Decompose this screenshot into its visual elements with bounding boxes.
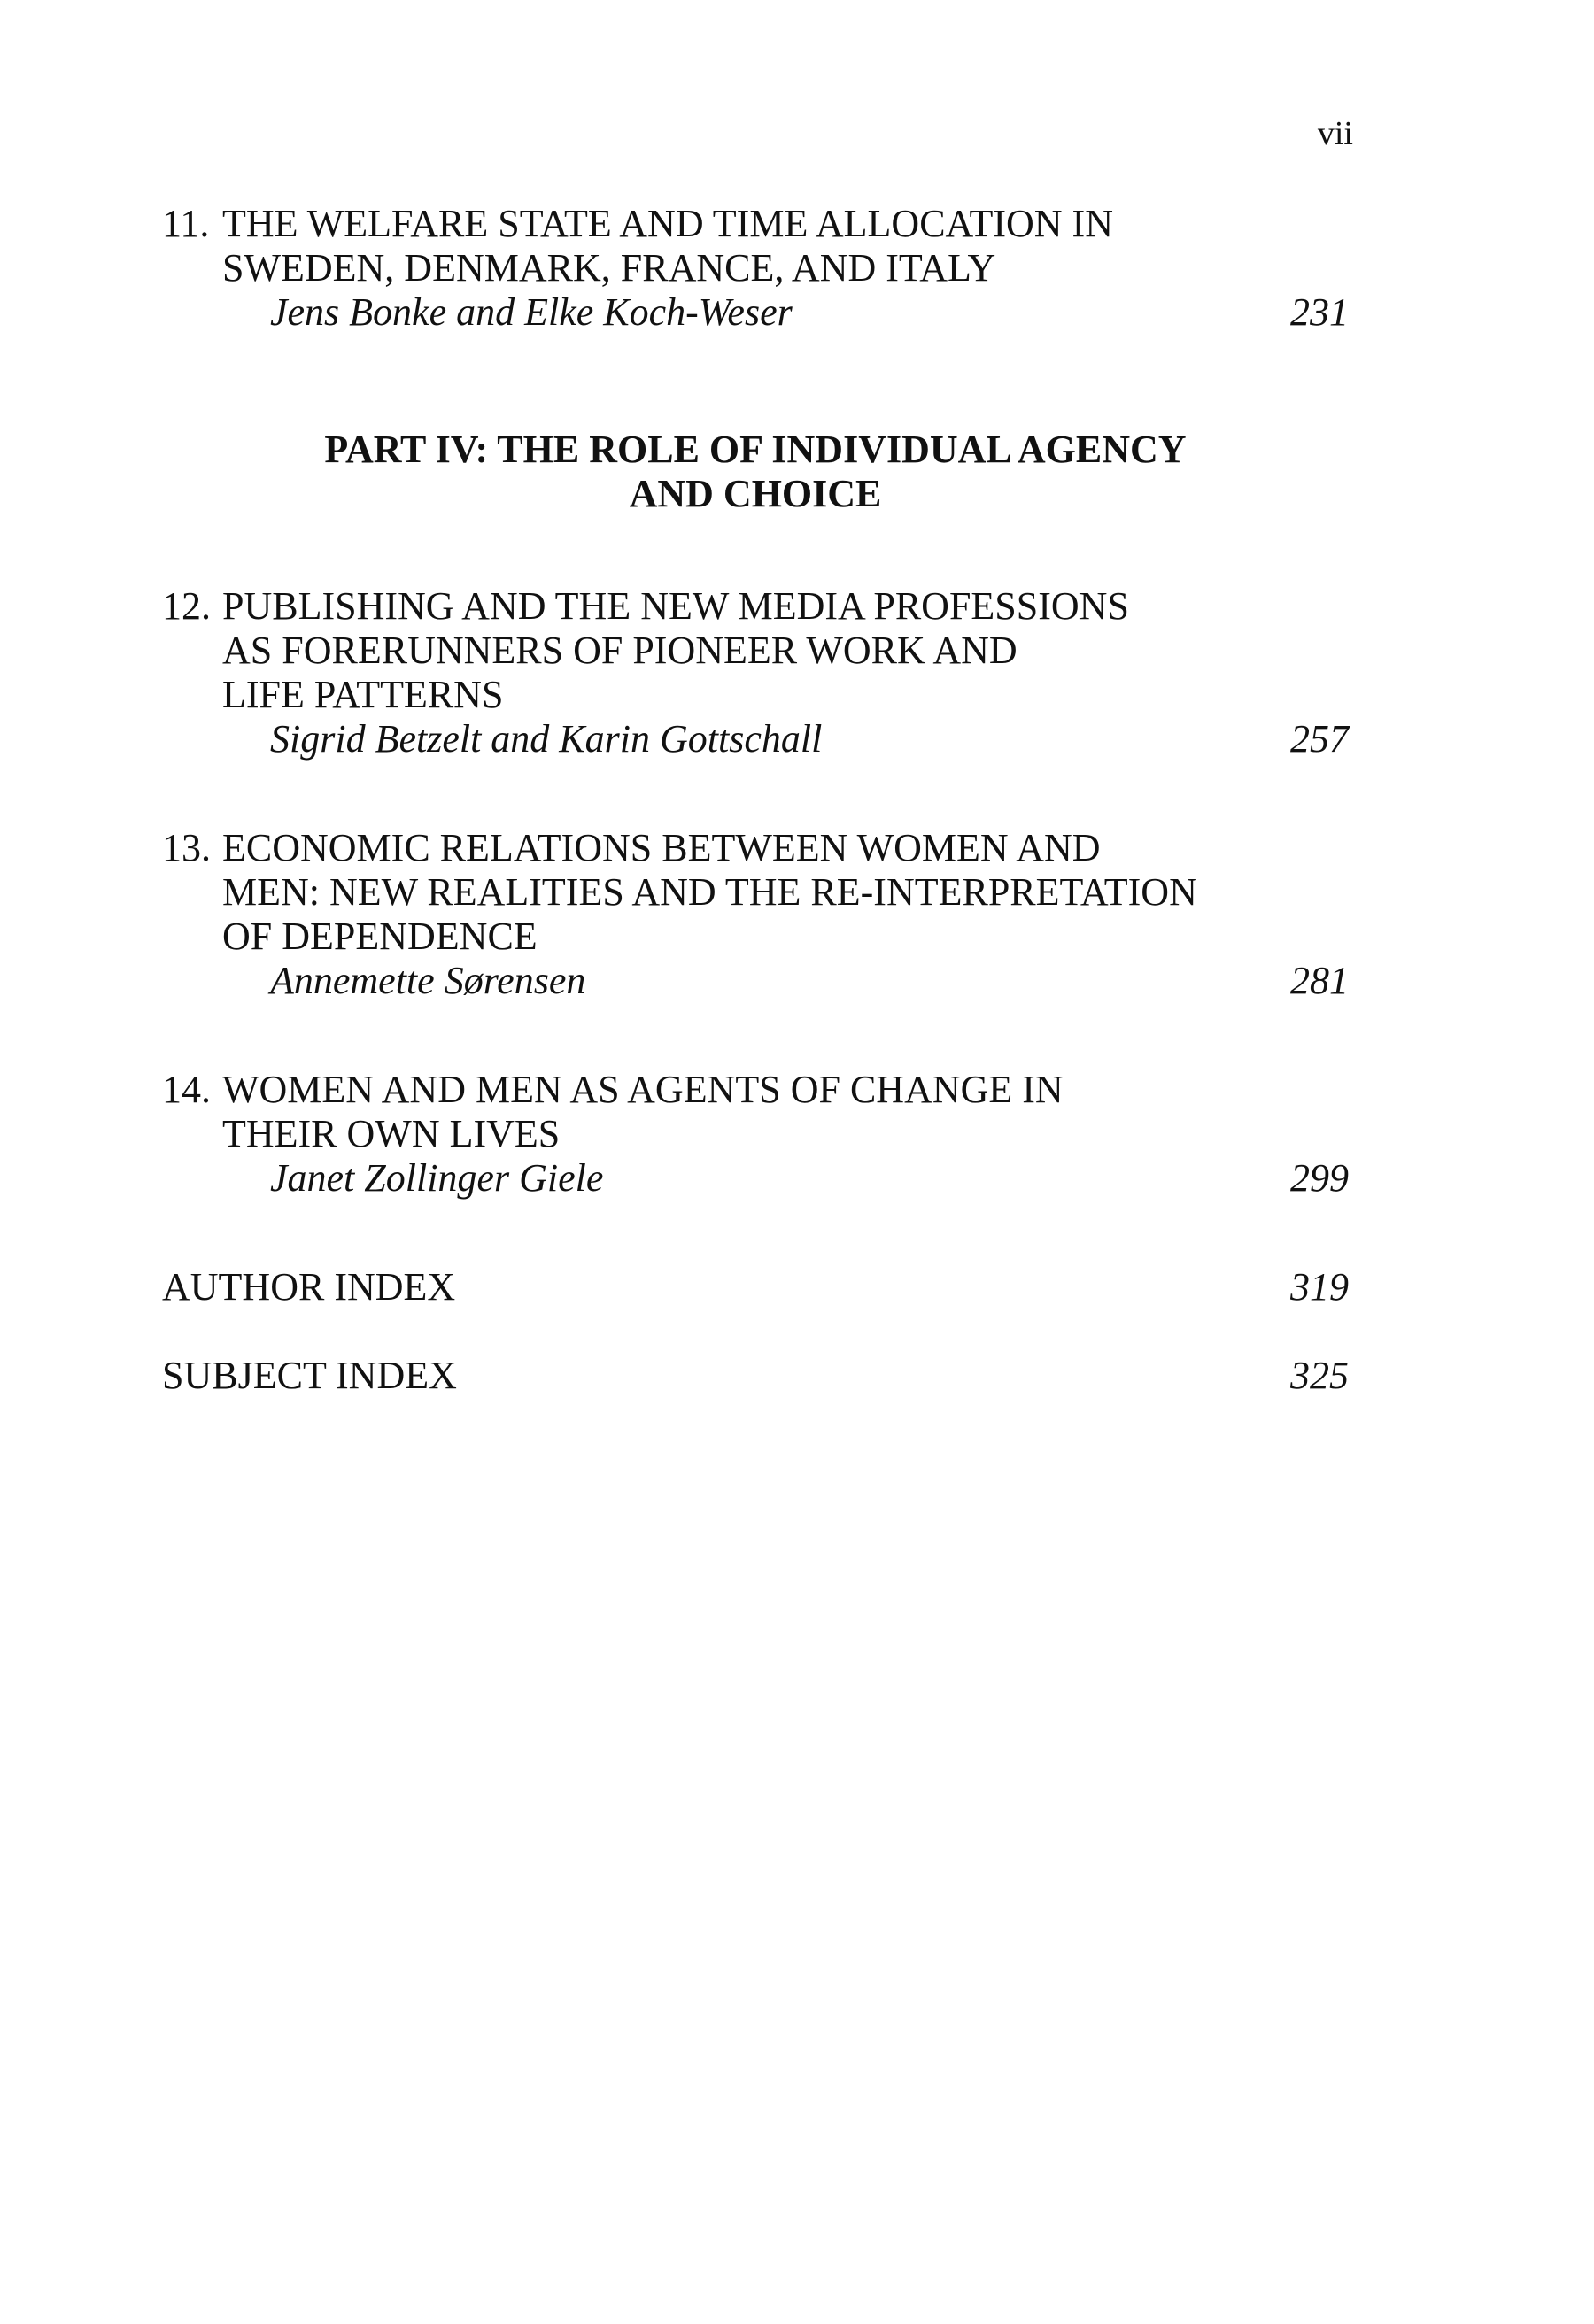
entry-title-line: 11. THE WELFARE STATE AND TIME ALLOCATION IN — [162, 202, 1113, 245]
entry-author-row — [162, 717, 1349, 761]
entry-title-line: THEIR OWN LIVES — [222, 1112, 561, 1155]
part-heading-line-2: AND CHOICE — [629, 472, 882, 515]
toc-entry-11[interactable] — [162, 202, 1349, 335]
entry-authors: Sigrid Betzelt and Karin Gottschall — [270, 717, 823, 761]
table-of-contents — [162, 202, 1349, 1398]
entry-title-line: LIFE PATTERNS — [222, 673, 504, 716]
entry-title-line: 12. PUBLISHING AND THE NEW MEDIA PROFESSIONS — [162, 584, 1129, 628]
entry-author-row — [162, 959, 1349, 1003]
entry-number: 14. — [162, 1068, 211, 1111]
author-index-entry[interactable] — [162, 1265, 1349, 1309]
toc-entry-14[interactable] — [162, 1068, 1349, 1201]
entry-page: 257 — [1290, 717, 1349, 761]
entry-title-line: SWEDEN, DENMARK, FRANCE, AND ITALY — [222, 246, 996, 290]
entry-authors: Janet Zollinger Giele — [270, 1156, 604, 1200]
entry-number: 11. — [162, 202, 210, 245]
part-heading-line-1: PART IV: THE ROLE OF INDIVIDUAL AGENCY — [324, 428, 1187, 471]
entry-page: 231 — [1290, 290, 1349, 334]
entry-title-line: AS FORERUNNERS OF PIONEER WORK AND — [222, 629, 1018, 672]
index-page: 319 — [1290, 1265, 1349, 1309]
entry-title-line: 13. ECONOMIC RELATIONS BETWEEN WOMEN AND — [162, 826, 1101, 869]
subject-index-entry[interactable] — [162, 1354, 1349, 1398]
entry-title-line: 14. WOMEN AND MEN AS AGENTS OF CHANGE IN — [162, 1068, 1064, 1111]
entry-authors: Jens Bonke and Elke Koch-Weser — [270, 290, 793, 334]
entry-authors: Annemette Sørensen — [270, 959, 586, 1002]
toc-entry-13[interactable] — [162, 826, 1349, 1003]
entry-author-row — [162, 1156, 1349, 1201]
page-number: vii — [1317, 115, 1353, 152]
entry-title-line: OF DEPENDENCE — [222, 915, 538, 958]
index-page: 325 — [1290, 1354, 1349, 1397]
index-label: AUTHOR INDEX — [162, 1265, 456, 1309]
entry-author-row — [162, 290, 1349, 335]
entry-number: 12. — [162, 584, 211, 628]
entry-page: 281 — [1290, 959, 1349, 1002]
part-heading — [162, 428, 1349, 516]
entry-title-line: MEN: NEW REALITIES AND THE RE-INTERPRETATION — [222, 870, 1197, 914]
entry-number: 13. — [162, 826, 211, 869]
index-label: SUBJECT INDEX — [162, 1354, 457, 1397]
toc-entry-12[interactable] — [162, 584, 1349, 761]
entry-page: 299 — [1290, 1156, 1349, 1200]
